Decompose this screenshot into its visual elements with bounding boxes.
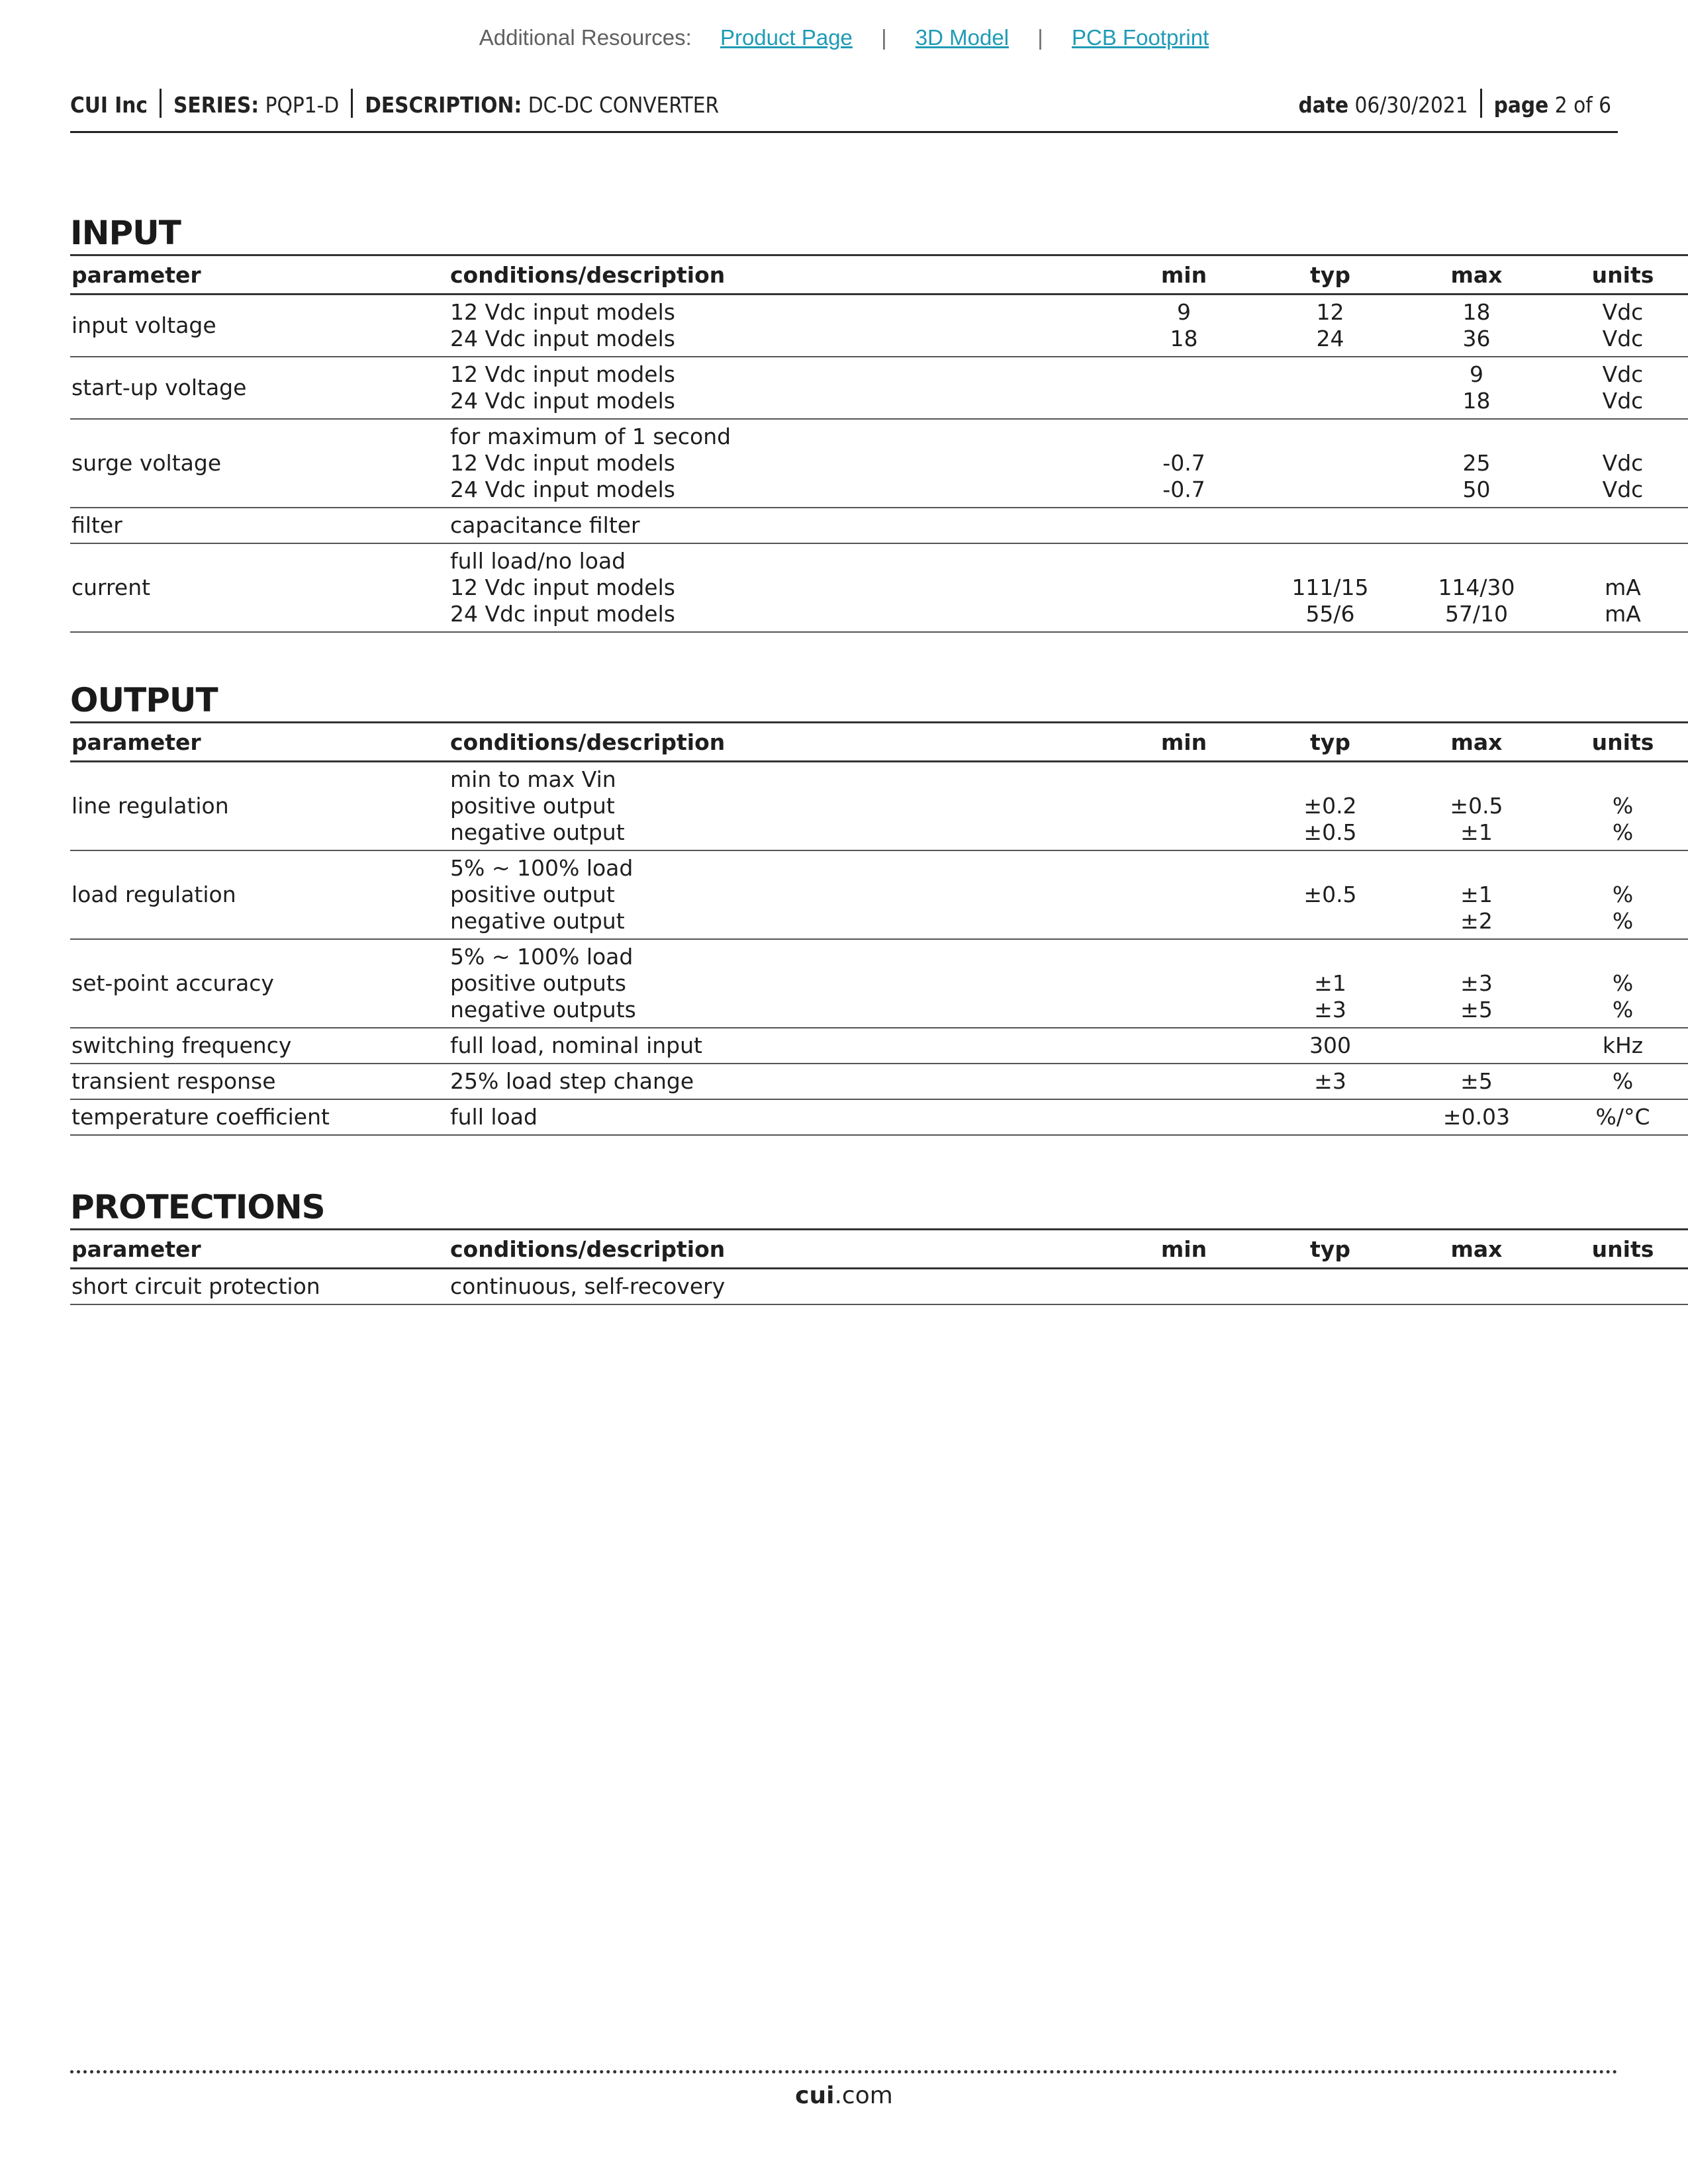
column-header: parameter bbox=[70, 1230, 449, 1269]
typ-line: ±3 bbox=[1314, 997, 1346, 1023]
units-cell bbox=[1550, 1064, 1688, 1099]
units-line: kHz bbox=[1602, 1032, 1644, 1058]
typ-line bbox=[1258, 424, 1402, 450]
typ-cell bbox=[1257, 357, 1403, 419]
conditions-cell bbox=[449, 419, 1111, 508]
column-header: min bbox=[1111, 1230, 1257, 1269]
units-cell bbox=[1550, 419, 1688, 508]
max-line bbox=[1405, 548, 1548, 574]
conditions-line: 24 Vdc input models bbox=[450, 326, 675, 351]
min-line bbox=[1112, 388, 1256, 414]
date-value: 06/30/2021 bbox=[1354, 92, 1468, 118]
conditions-line: 5% ~ 100% load bbox=[450, 944, 633, 970]
min-cell bbox=[1111, 1064, 1257, 1099]
max-line: ±5 bbox=[1460, 1068, 1493, 1094]
company-name: CUI Inc bbox=[70, 92, 148, 118]
max-line bbox=[1405, 1032, 1548, 1059]
typ-line: ±0.5 bbox=[1303, 819, 1357, 845]
max-line: ±5 bbox=[1460, 997, 1493, 1023]
typ-line bbox=[1258, 1273, 1402, 1300]
min-line: 18 bbox=[1170, 326, 1198, 351]
typ-line bbox=[1258, 766, 1402, 793]
units-line: Vdc bbox=[1602, 477, 1644, 502]
min-line bbox=[1112, 424, 1256, 450]
typ-line bbox=[1258, 855, 1402, 882]
max-line bbox=[1405, 766, 1548, 793]
max-line bbox=[1405, 944, 1548, 970]
min-cell bbox=[1111, 1269, 1257, 1305]
max-line: ±0.03 bbox=[1442, 1104, 1511, 1130]
parameter-cell: current bbox=[70, 543, 449, 632]
units-line: % bbox=[1612, 819, 1634, 845]
table-row bbox=[70, 1064, 1688, 1099]
conditions-line: 24 Vdc input models bbox=[450, 388, 675, 414]
units-line: %/°C bbox=[1595, 1104, 1650, 1130]
units-line: % bbox=[1612, 882, 1634, 907]
max-line: 114/30 bbox=[1438, 574, 1515, 600]
units-line: % bbox=[1612, 908, 1634, 934]
units-cell bbox=[1550, 1269, 1688, 1305]
parameter-cell: load regulation bbox=[70, 850, 449, 939]
typ-line bbox=[1258, 388, 1402, 414]
min-line bbox=[1112, 819, 1256, 846]
max-line: 25 bbox=[1462, 450, 1491, 476]
parameter-cell: surge voltage bbox=[70, 419, 449, 508]
min-cell bbox=[1111, 508, 1257, 543]
min-cell bbox=[1111, 1099, 1257, 1135]
units-line: % bbox=[1612, 793, 1634, 819]
typ-line bbox=[1258, 512, 1402, 539]
section-title: PROTECTIONS bbox=[70, 1188, 325, 1226]
column-header: parameter bbox=[70, 255, 449, 295]
conditions-line: positive output bbox=[450, 793, 615, 819]
column-header: parameter bbox=[70, 723, 449, 762]
conditions-line: capacitance filter bbox=[450, 512, 640, 538]
conditions-line: 12 Vdc input models bbox=[450, 361, 675, 387]
typ-line bbox=[1258, 944, 1402, 970]
typ-line bbox=[1258, 361, 1402, 388]
parameter-cell: switching frequency bbox=[70, 1028, 449, 1064]
min-cell bbox=[1111, 543, 1257, 632]
conditions-cell bbox=[449, 850, 1111, 939]
units-cell bbox=[1550, 939, 1688, 1028]
column-header: units bbox=[1550, 255, 1688, 295]
max-line bbox=[1405, 1273, 1548, 1300]
min-cell bbox=[1111, 850, 1257, 939]
page-header bbox=[70, 89, 1618, 133]
min-line: -0.7 bbox=[1162, 450, 1205, 476]
conditions-line: 24 Vdc input models bbox=[450, 477, 675, 502]
min-line bbox=[1112, 908, 1256, 934]
max-line: 36 bbox=[1462, 326, 1491, 351]
protections-section bbox=[70, 1187, 1654, 1305]
units-line bbox=[1551, 944, 1688, 970]
max-line: ±3 bbox=[1460, 970, 1493, 996]
min-line bbox=[1112, 793, 1256, 819]
description-label: DESCRIPTION: bbox=[365, 92, 522, 118]
protections-table bbox=[70, 1228, 1688, 1305]
typ-cell bbox=[1257, 295, 1403, 357]
max-line bbox=[1405, 855, 1548, 882]
parameter-cell: filter bbox=[70, 508, 449, 543]
conditions-cell bbox=[449, 295, 1111, 357]
conditions-cell bbox=[449, 543, 1111, 632]
min-line bbox=[1112, 574, 1256, 601]
separator: | bbox=[881, 25, 887, 50]
typ-cell bbox=[1257, 939, 1403, 1028]
min-cell bbox=[1111, 357, 1257, 419]
series-value: PQP1-D bbox=[265, 92, 340, 118]
column-header: units bbox=[1550, 1230, 1688, 1269]
units-line bbox=[1551, 1273, 1688, 1300]
conditions-line: full load bbox=[450, 1104, 538, 1130]
typ-line: 300 bbox=[1309, 1032, 1351, 1058]
column-header: max bbox=[1403, 723, 1550, 762]
units-line: Vdc bbox=[1602, 388, 1644, 414]
parameter-cell: input voltage bbox=[70, 295, 449, 357]
units-line: % bbox=[1612, 997, 1634, 1023]
max-line: 50 bbox=[1462, 477, 1491, 502]
min-cell bbox=[1111, 762, 1257, 851]
units-line bbox=[1551, 512, 1688, 539]
max-line bbox=[1405, 424, 1548, 450]
date-label: date bbox=[1298, 92, 1349, 118]
units-cell bbox=[1550, 543, 1688, 632]
conditions-line: positive output bbox=[450, 882, 615, 907]
column-header: typ bbox=[1257, 255, 1403, 295]
min-line bbox=[1112, 361, 1256, 388]
conditions-line: negative output bbox=[450, 908, 625, 934]
typ-cell bbox=[1257, 850, 1403, 939]
units-line: mA bbox=[1605, 574, 1641, 600]
typ-line: ±3 bbox=[1314, 1068, 1346, 1094]
min-line bbox=[1112, 1273, 1256, 1300]
min-line: -0.7 bbox=[1162, 477, 1205, 502]
min-cell bbox=[1111, 419, 1257, 508]
min-line bbox=[1112, 997, 1256, 1023]
typ-line: ±0.2 bbox=[1303, 793, 1357, 819]
conditions-line: positive outputs bbox=[450, 970, 626, 996]
units-line: Vdc bbox=[1602, 299, 1644, 325]
typ-line bbox=[1258, 450, 1402, 477]
typ-cell bbox=[1257, 419, 1403, 508]
units-cell bbox=[1550, 1099, 1688, 1135]
typ-cell bbox=[1257, 1269, 1403, 1305]
min-cell bbox=[1111, 939, 1257, 1028]
parameter-cell: set-point accuracy bbox=[70, 939, 449, 1028]
max-cell bbox=[1403, 508, 1550, 543]
output-section bbox=[70, 680, 1654, 1136]
parameter-cell: transient response bbox=[70, 1064, 449, 1099]
typ-line: ±1 bbox=[1314, 970, 1346, 996]
table-row bbox=[70, 419, 1688, 508]
min-line bbox=[1112, 970, 1256, 997]
footer-divider bbox=[70, 2070, 1618, 2073]
max-cell bbox=[1403, 357, 1550, 419]
conditions-cell bbox=[449, 939, 1111, 1028]
conditions-line: 12 Vdc input models bbox=[450, 299, 675, 325]
column-header: conditions/description bbox=[449, 723, 1111, 762]
min-line bbox=[1112, 1104, 1256, 1130]
min-line bbox=[1112, 548, 1256, 574]
table-row bbox=[70, 762, 1688, 851]
description-value: DC-DC CONVERTER bbox=[528, 92, 720, 118]
conditions-cell bbox=[449, 1028, 1111, 1064]
units-line: % bbox=[1612, 970, 1634, 996]
units-line: mA bbox=[1605, 601, 1641, 627]
min-line bbox=[1112, 601, 1256, 627]
max-line: 18 bbox=[1462, 388, 1491, 414]
max-cell bbox=[1403, 1064, 1550, 1099]
units-line: % bbox=[1612, 1068, 1634, 1094]
min-line bbox=[1112, 1068, 1256, 1095]
conditions-line: continuous, self-recovery bbox=[450, 1273, 726, 1299]
table-row bbox=[70, 543, 1688, 632]
typ-line: ±0.5 bbox=[1303, 882, 1357, 907]
units-line: Vdc bbox=[1602, 450, 1644, 476]
product-page-link[interactable]: Product Page bbox=[720, 25, 853, 50]
max-line: ±1 bbox=[1460, 819, 1493, 845]
column-header: conditions/description bbox=[449, 1230, 1111, 1269]
series-label: SERIES: bbox=[173, 92, 259, 118]
conditions-cell bbox=[449, 762, 1111, 851]
typ-line: 111/15 bbox=[1291, 574, 1369, 600]
conditions-cell bbox=[449, 1099, 1111, 1135]
parameter-cell: line regulation bbox=[70, 762, 449, 851]
column-header: conditions/description bbox=[449, 255, 1111, 295]
section-title: OUTPUT bbox=[70, 681, 218, 719]
resources-label: Additional Resources: bbox=[479, 25, 692, 50]
max-line: 18 bbox=[1462, 299, 1491, 325]
conditions-line: negative outputs bbox=[450, 997, 636, 1023]
conditions-cell bbox=[449, 1269, 1111, 1305]
section-title: INPUT bbox=[70, 214, 181, 252]
3d-model-link[interactable]: 3D Model bbox=[915, 25, 1009, 50]
typ-cell bbox=[1257, 543, 1403, 632]
max-cell bbox=[1403, 850, 1550, 939]
min-line bbox=[1112, 882, 1256, 908]
typ-cell bbox=[1257, 1064, 1403, 1099]
separator: | bbox=[1037, 25, 1043, 50]
conditions-line: full load/no load bbox=[450, 548, 626, 574]
conditions-line: 24 Vdc input models bbox=[450, 601, 675, 627]
output-table bbox=[70, 721, 1688, 1136]
conditions-cell bbox=[449, 357, 1111, 419]
page-value: 2 of 6 bbox=[1554, 92, 1611, 118]
conditions-line: full load, nominal input bbox=[450, 1032, 702, 1058]
page-label: page bbox=[1493, 92, 1549, 118]
conditions-line: for maximum of 1 second bbox=[450, 424, 731, 449]
typ-line: 55/6 bbox=[1305, 601, 1355, 627]
typ-line: 12 bbox=[1316, 299, 1344, 325]
max-cell bbox=[1403, 1269, 1550, 1305]
table-row bbox=[70, 1099, 1688, 1135]
units-line bbox=[1551, 548, 1688, 574]
units-cell bbox=[1550, 508, 1688, 543]
min-cell bbox=[1111, 295, 1257, 357]
table-row bbox=[70, 1269, 1688, 1305]
units-line: Vdc bbox=[1602, 326, 1644, 351]
max-line: 9 bbox=[1470, 361, 1483, 387]
parameter-cell: start-up voltage bbox=[70, 357, 449, 419]
typ-cell bbox=[1257, 762, 1403, 851]
typ-cell bbox=[1257, 508, 1403, 543]
max-cell bbox=[1403, 1028, 1550, 1064]
pcb-footprint-link[interactable]: PCB Footprint bbox=[1071, 25, 1209, 50]
table-row bbox=[70, 295, 1688, 357]
min-line bbox=[1112, 766, 1256, 793]
min-line: 9 bbox=[1177, 299, 1191, 325]
conditions-line: 25% load step change bbox=[450, 1068, 694, 1094]
typ-line: 24 bbox=[1316, 326, 1344, 351]
min-cell bbox=[1111, 1028, 1257, 1064]
max-cell bbox=[1403, 762, 1550, 851]
additional-resources bbox=[0, 25, 1688, 50]
table-row bbox=[70, 939, 1688, 1028]
min-line bbox=[1112, 944, 1256, 970]
table-row bbox=[70, 508, 1688, 543]
column-header: max bbox=[1403, 255, 1550, 295]
units-line bbox=[1551, 855, 1688, 882]
units-cell bbox=[1550, 295, 1688, 357]
max-cell bbox=[1403, 939, 1550, 1028]
conditions-cell bbox=[449, 508, 1111, 543]
typ-cell bbox=[1257, 1028, 1403, 1064]
min-line bbox=[1112, 1032, 1256, 1059]
footer-website[interactable]: cui.com bbox=[795, 2082, 893, 2109]
max-cell bbox=[1403, 543, 1550, 632]
units-line: Vdc bbox=[1602, 361, 1644, 387]
input-section bbox=[70, 213, 1654, 633]
max-line: ±0.5 bbox=[1450, 793, 1503, 819]
typ-line bbox=[1258, 477, 1402, 503]
column-header: min bbox=[1111, 723, 1257, 762]
column-header: min bbox=[1111, 255, 1257, 295]
conditions-line: 12 Vdc input models bbox=[450, 450, 675, 476]
units-cell bbox=[1550, 1028, 1688, 1064]
units-cell bbox=[1550, 850, 1688, 939]
typ-line bbox=[1258, 908, 1402, 934]
parameter-cell: temperature coefficient bbox=[70, 1099, 449, 1135]
units-cell bbox=[1550, 357, 1688, 419]
conditions-cell bbox=[449, 1064, 1111, 1099]
typ-line bbox=[1258, 1104, 1402, 1130]
table-row bbox=[70, 357, 1688, 419]
max-cell bbox=[1403, 419, 1550, 508]
max-cell bbox=[1403, 1099, 1550, 1135]
max-line: ±1 bbox=[1460, 882, 1493, 907]
table-row bbox=[70, 1028, 1688, 1064]
units-line bbox=[1551, 766, 1688, 793]
column-header: units bbox=[1550, 723, 1688, 762]
conditions-line: min to max Vin bbox=[450, 766, 616, 792]
typ-line bbox=[1258, 548, 1402, 574]
conditions-line: 5% ~ 100% load bbox=[450, 855, 633, 881]
conditions-line: 12 Vdc input models bbox=[450, 574, 675, 600]
max-line: ±2 bbox=[1460, 908, 1493, 934]
min-line bbox=[1112, 512, 1256, 539]
column-header: typ bbox=[1257, 723, 1403, 762]
table-row bbox=[70, 850, 1688, 939]
max-cell bbox=[1403, 295, 1550, 357]
units-line bbox=[1551, 424, 1688, 450]
max-line bbox=[1405, 512, 1548, 539]
column-header: max bbox=[1403, 1230, 1550, 1269]
typ-cell bbox=[1257, 1099, 1403, 1135]
min-line bbox=[1112, 855, 1256, 882]
parameter-cell: short circuit protection bbox=[70, 1269, 449, 1305]
units-cell bbox=[1550, 762, 1688, 851]
conditions-line: negative output bbox=[450, 819, 625, 845]
column-header: typ bbox=[1257, 1230, 1403, 1269]
input-table bbox=[70, 254, 1688, 633]
max-line: 57/10 bbox=[1444, 601, 1509, 627]
